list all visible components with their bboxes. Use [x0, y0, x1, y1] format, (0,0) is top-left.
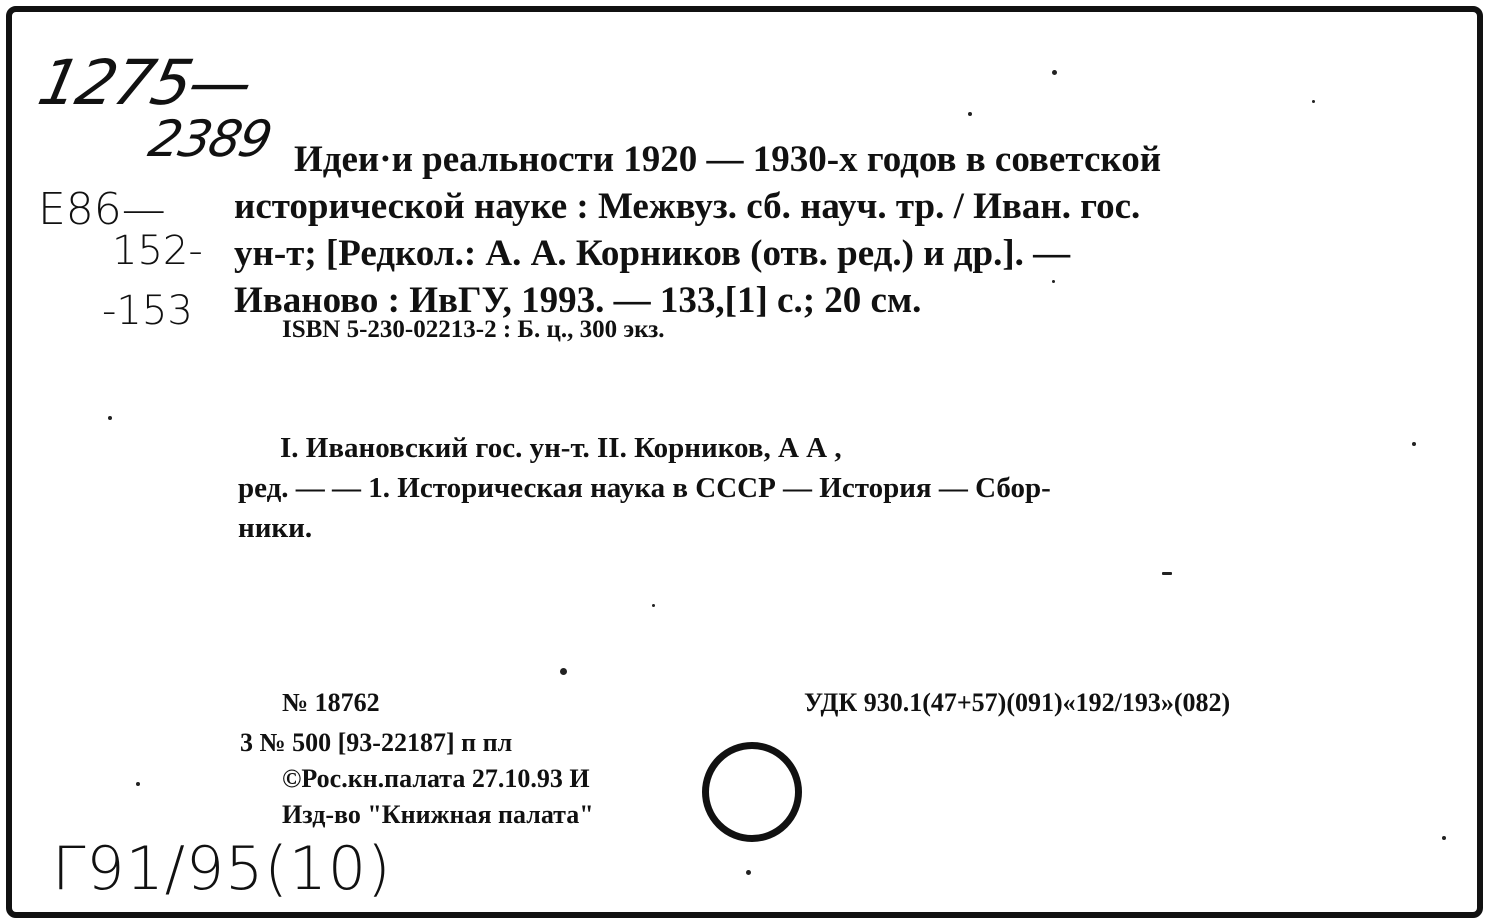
handwritten-classification-2: 152- [112, 228, 203, 274]
entry-line-1: Идеи·и реальности 1920 — 1930-х годов в советской [294, 139, 1162, 180]
speck [1442, 836, 1446, 840]
copyright-line: ©Рос.кн.палата 27.10.93 И [282, 764, 590, 793]
speck [1052, 280, 1055, 283]
speck [1312, 100, 1315, 103]
entry-line-3: ун-т; [Редкол.: А. А. Корников (отв. ред.) и др.]. — [234, 233, 1071, 274]
handwritten-shelf-mark: Г91/95(10) [52, 834, 392, 904]
print-run-line: 3 № 500 [93-22187] п пл [240, 728, 513, 757]
entry-line-4: Иваново : ИвГУ, 1993. — 133,[1] с.; 20 см. [234, 280, 922, 321]
isbn-line: ISBN 5-230-02213-2 : Б. ц., 300 экз. [282, 316, 665, 343]
handwritten-classification-3: -153 [102, 288, 193, 334]
handwritten-classification-1: Е86— [38, 184, 166, 235]
bibliographic-entry [234, 136, 1374, 324]
udk-code: УДК 930.1(47+57)(091)«192/193»(082) [804, 688, 1231, 717]
tracing-block [238, 428, 1376, 548]
speck [968, 112, 972, 116]
speck [560, 668, 567, 675]
handwritten-call-number-top: 1275— [32, 46, 258, 119]
speck [108, 416, 112, 420]
speck [1162, 572, 1172, 575]
handwritten-call-number-bottom: 2389 [143, 110, 276, 168]
speck [1412, 442, 1416, 446]
speck [1052, 70, 1057, 75]
speck [652, 604, 655, 607]
card-number: № 18762 [282, 688, 380, 717]
speck [746, 870, 751, 875]
publisher-line: Изд-во "Книжная палата" [282, 800, 594, 829]
tracing-line-1: I. Ивановский гос. ун-т. II. Корников, А А , [280, 432, 842, 464]
speck [136, 782, 140, 786]
tracing-line-2: ред. — — 1. Историческая наука в СССР — История — Сбор- [238, 472, 1051, 504]
catalog-card [6, 6, 1483, 918]
tracing-line-3: ники. [238, 512, 313, 544]
entry-line-2: исторической науке : Межвуз. сб. науч. тр. / Иван. гос. [234, 186, 1141, 227]
circle-stamp-mark [702, 742, 802, 842]
